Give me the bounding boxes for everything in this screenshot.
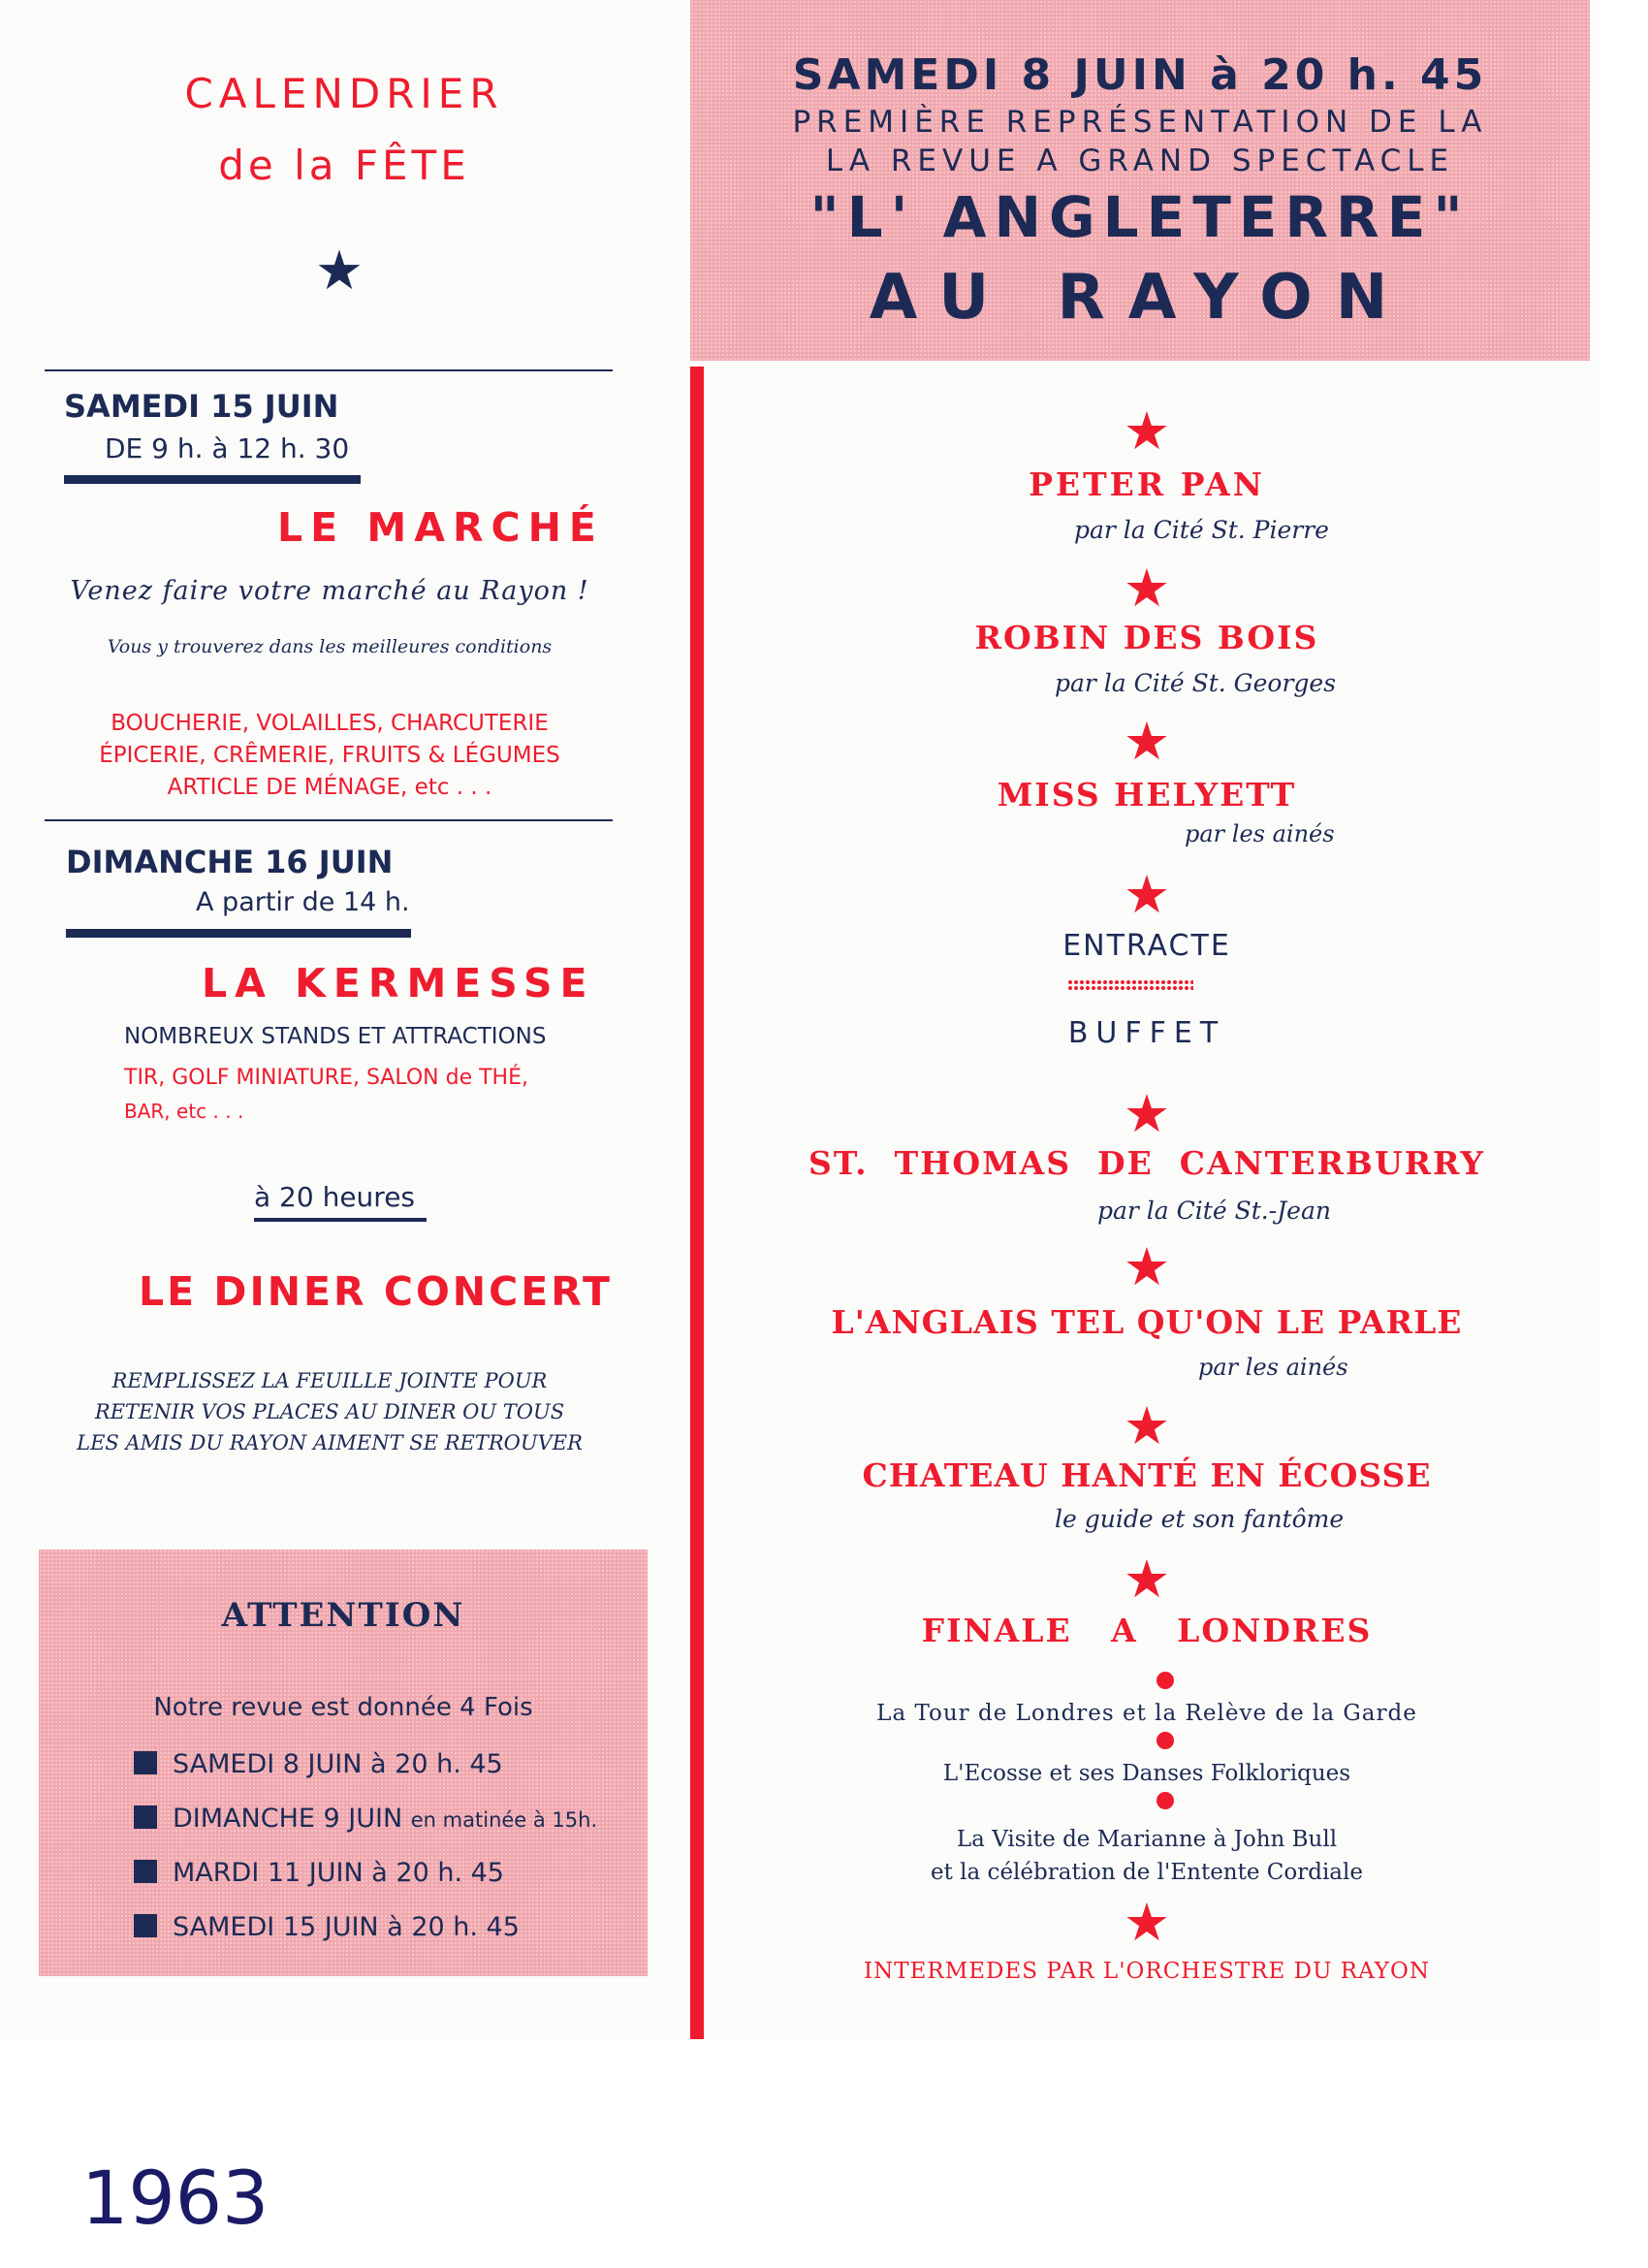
entracte-label: ENTRACTE — [1062, 929, 1231, 963]
performance-date: DIMANCHE 9 JUIN en matinée à 15h. — [134, 1804, 597, 1834]
act-performer: par la Cité St. Georges — [1055, 669, 1337, 697]
act-title: CHATEAU HANTÉ EN ÉCOSSE — [862, 1456, 1432, 1494]
finale-scene: L'Ecosse et ses Danses Folkloriques — [942, 1761, 1351, 1786]
act-title: PETER PAN — [1029, 465, 1265, 503]
day2-attractions-line1: TIR, GOLF MINIATURE, SALON de THÉ, — [124, 1066, 528, 1090]
act-performer: par les ainés — [1198, 1354, 1348, 1381]
premiere-line: PREMIÈRE REPRÉSENTATION DE LA — [792, 105, 1488, 140]
star-icon: ★ — [1123, 558, 1171, 619]
day1-date: SAMEDI 15 JUIN — [64, 388, 339, 425]
day1-items — [58, 708, 601, 804]
dot-icon — [1157, 1732, 1174, 1749]
act-title: ROBIN DES BOIS — [974, 619, 1319, 656]
star-icon: ★ — [1123, 1892, 1171, 1953]
attention-box — [39, 1549, 648, 1976]
note-line: RETENIR VOS PLACES AU DINER OU TOUS — [94, 1400, 565, 1423]
bullet-icon — [134, 1914, 157, 1937]
title-banner — [690, 0, 1590, 361]
underline — [254, 1218, 427, 1222]
day2-time: A partir de 14 h. — [196, 887, 410, 917]
bullet-icon — [134, 1805, 157, 1829]
day1-time: DE 9 h. à 12 h. 30 — [105, 432, 350, 464]
performance-date: SAMEDI 8 JUIN à 20 h. 45 — [134, 1749, 503, 1779]
underline — [64, 475, 361, 484]
act-performer: par la Cité St. Pierre — [1074, 516, 1329, 544]
star-icon: ★ — [314, 240, 364, 303]
dinner-note — [39, 1365, 620, 1458]
day2-attractions-line2: BAR, etc . . . — [124, 1100, 244, 1123]
premiere-date: SAMEDI 8 JUIN à 20 h. 45 — [792, 50, 1488, 100]
day2-heading: LA KERMESSE — [202, 960, 595, 1006]
act-title: L'ANGLAIS TEL QU'ON LE PARLE — [831, 1303, 1463, 1341]
bullet-icon — [134, 1860, 157, 1883]
star-icon: ★ — [1123, 1395, 1171, 1456]
dinner-heading: LE DINER CONCERT — [139, 1268, 613, 1315]
day2-date: DIMANCHE 16 JUIN — [66, 844, 394, 880]
performance-date: MARDI 11 JUIN à 20 h. 45 — [134, 1858, 504, 1888]
note-line: REMPLISSEZ LA FEUILLE JOINTE POUR — [111, 1369, 548, 1392]
star-icon: ★ — [1123, 711, 1171, 772]
divider — [45, 369, 613, 371]
dotted-divider — [1067, 979, 1193, 991]
list-item: BOUCHERIE, VOLAILLES, CHARCUTERIE — [111, 711, 549, 736]
act-title: MISS HELYETT — [997, 776, 1297, 814]
act-title: ST. THOMAS DE CANTERBURRY — [808, 1144, 1485, 1182]
revue-title: "L' ANGLETERRE" — [809, 184, 1471, 250]
star-icon: ★ — [1123, 1083, 1171, 1144]
day1-subline: Vous y trouverez dans les meilleures conditions — [107, 636, 553, 657]
day1-heading: LE MARCHÉ — [277, 504, 604, 551]
dot-icon — [1157, 1672, 1174, 1689]
vertical-red-bar — [690, 367, 704, 2039]
act-title: FINALE A LONDRES — [921, 1612, 1373, 1649]
star-icon: ★ — [1123, 400, 1171, 462]
star-icon: ★ — [1123, 1549, 1171, 1610]
buffet-label: BUFFET — [1067, 1016, 1226, 1050]
list-item: ÉPICERIE, CRÊMERIE, FRUITS & LÉGUMES — [99, 743, 560, 768]
finale-scene: La Visite de Marianne à John Bull — [956, 1827, 1338, 1852]
calendar-title-line2: de la FÊTE — [218, 142, 470, 189]
divider — [45, 819, 613, 821]
bullet-icon — [134, 1751, 157, 1774]
calendar-title-line1: CALENDRIER — [184, 70, 504, 117]
list-item: ARTICLE DE MÉNAGE, etc . . . — [167, 775, 492, 800]
evening-time: à 20 heures — [254, 1181, 416, 1213]
dot-icon — [1157, 1792, 1174, 1809]
star-icon: ★ — [1123, 1236, 1171, 1297]
act-performer: par la Cité St.-Jean — [1097, 1197, 1331, 1225]
revue-subtitle: AU RAYON — [869, 262, 1411, 334]
day2-stands: NOMBREUX STANDS ET ATTRACTIONS — [124, 1024, 547, 1049]
day1-tagline: Venez faire votre marché au Rayon ! — [70, 576, 589, 606]
note-line: LES AMIS DU RAYON AIMENT SE RETROUVER — [77, 1431, 583, 1454]
act-performer: le guide et son fantôme — [1055, 1505, 1345, 1533]
attention-title: ATTENTION — [221, 1596, 465, 1635]
program-column — [704, 368, 1590, 2036]
performance-date: SAMEDI 15 JUIN à 20 h. 45 — [134, 1912, 520, 1942]
star-icon: ★ — [1123, 864, 1171, 925]
closing-note: INTERMEDES PAR L'ORCHESTRE DU RAYON — [864, 1959, 1430, 1984]
finale-scene: La Tour de Londres et la Relève de la Garde — [876, 1701, 1417, 1726]
act-performer: par les ainés — [1185, 820, 1335, 847]
finale-scene: et la célébration de l'Entente Cordiale — [931, 1860, 1363, 1885]
attention-intro: Notre revue est donnée 4 Fois — [153, 1693, 533, 1722]
revue-line: LA REVUE A GRAND SPECTACLE — [825, 144, 1455, 178]
underline — [66, 929, 411, 938]
year-label: 1963 — [81, 2155, 269, 2241]
